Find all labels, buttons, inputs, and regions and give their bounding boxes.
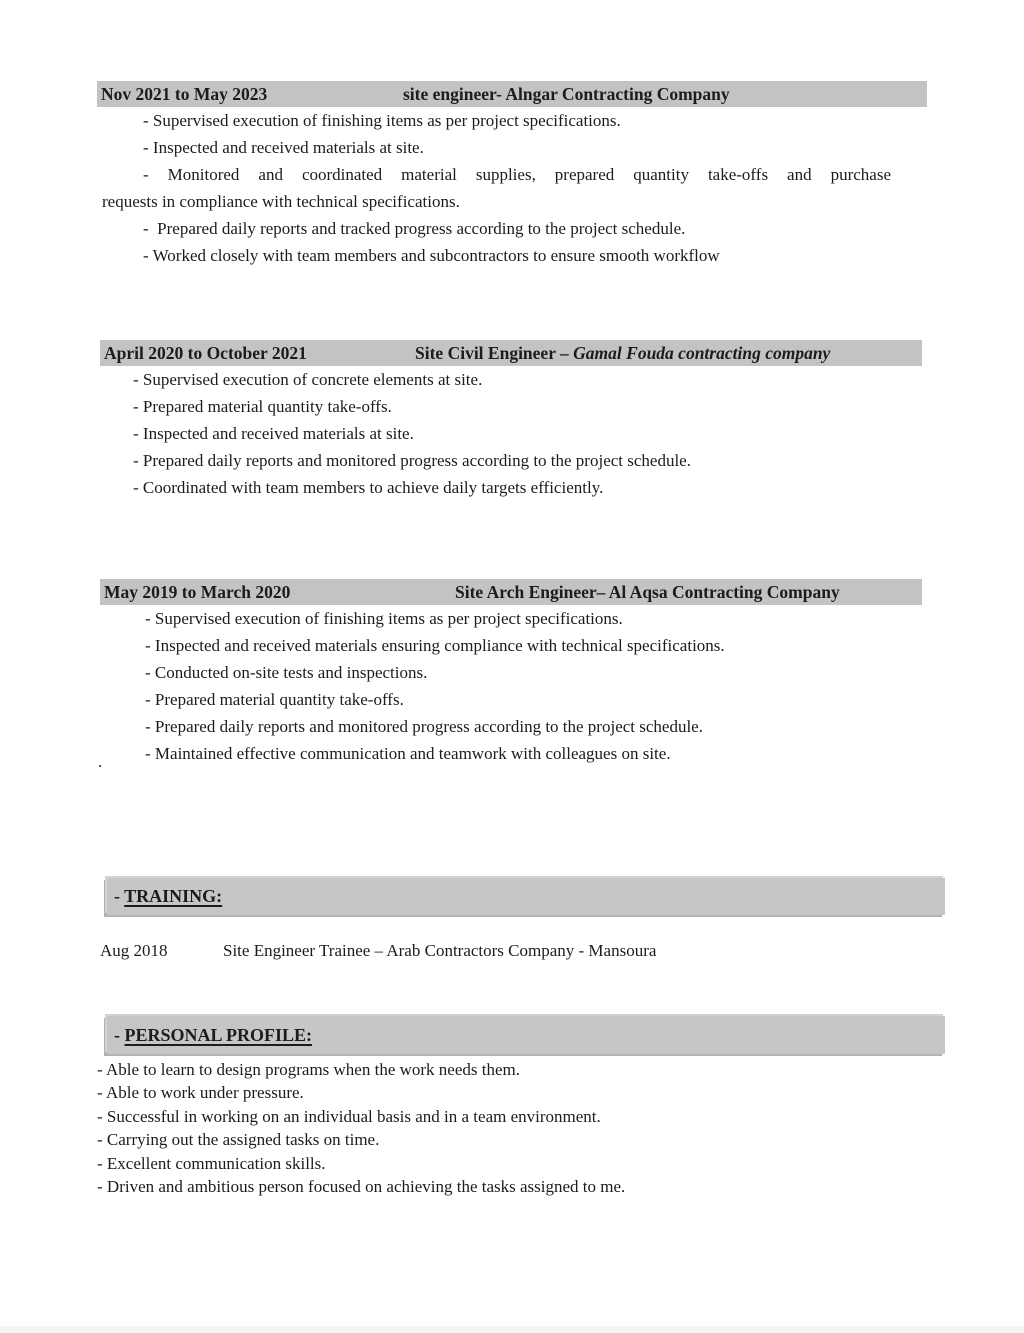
experience-dates: April 2020 to October 2021 <box>104 343 307 363</box>
experience-bullet: - Prepared material quantity take-offs. <box>145 689 404 709</box>
experience-dates: May 2019 to March 2020 <box>104 582 291 602</box>
profile-heading-bar <box>107 1016 945 1054</box>
experience-bullet: - Supervised execution of concrete elements at site. <box>133 370 483 389</box>
training-heading: TRAINING: <box>124 886 223 906</box>
experience-bullet: - Coordinated with team members to achieve daily targets efficiently. <box>133 477 604 497</box>
experience-bullet: - Prepared material quantity take-offs. <box>133 396 392 416</box>
experience-title-role: Site Civil Engineer – <box>415 343 574 363</box>
experience-header-bar <box>100 340 922 366</box>
profile-bullet: - Driven and ambitious person focused on achieving the tasks assigned to me. <box>97 1177 626 1197</box>
experience-bullet: - Monitored and coordinated material supplies, prepared quantity take-offs and purchase <box>143 164 891 184</box>
experience-section-alngar <box>97 81 959 269</box>
experience-bullet-continuation: requests in compliance with technical specifications. <box>102 191 460 211</box>
profile-bullet: - Carrying out the assigned tasks on time. <box>97 1130 380 1150</box>
experience-bullet: - Supervised execution of finishing items as per project specifications. <box>145 609 623 628</box>
experience-bullet: - Inspected and received materials ensuring compliance with technical specifications. <box>145 635 725 655</box>
experience-dates: Nov 2021 to May 2023 <box>101 84 268 104</box>
profile-bullet-list <box>97 1058 977 1198</box>
experience-section-gamal-fouda <box>100 340 962 502</box>
experience-title: site engineer- Alngar Contracting Company <box>403 84 730 104</box>
experience-title-company: Gamal Fouda contracting company <box>573 343 831 363</box>
training-entry-title: Site Engineer Trainee – Arab Contractors Company - Mansoura <box>223 941 657 960</box>
experience-bullet: - Inspected and received materials at site. <box>143 137 424 157</box>
experience-bullet: - Supervised execution of finishing items as per project specifications. <box>143 111 621 130</box>
profile-heading-dash: - <box>114 1025 125 1045</box>
experience-header-bar <box>97 81 927 107</box>
profile-bullet: - Able to learn to design programs when the work needs them. <box>97 1060 521 1079</box>
training-entry-date: Aug 2018 <box>100 941 168 960</box>
experience-bullet: - Maintained effective communication and teamwork with colleagues on site. <box>145 743 671 763</box>
training-heading-bar <box>107 878 945 915</box>
experience-bullet: - Conducted on-site tests and inspections. <box>145 662 428 682</box>
experience-header-bar <box>100 579 922 605</box>
experience-bullet: - Prepared daily reports and monitored progress according to the project schedule. <box>133 450 691 470</box>
profile-heading: PERSONAL PROFILE: <box>124 1025 313 1045</box>
experience-bullet: - Inspected and received materials at site. <box>133 423 414 443</box>
experience-bullet: - Prepared daily reports and monitored progress according to the project schedule. <box>145 716 703 736</box>
experience-bullet: - Worked closely with team members and subcontractors to ensure smooth workflow <box>143 245 720 265</box>
experience-bullet-list <box>100 367 962 502</box>
training-heading-dash: - <box>114 886 125 906</box>
experience-bullet-list <box>97 108 959 269</box>
experience-section-al-aqsa <box>100 579 962 767</box>
stray-period: . <box>98 752 103 771</box>
experience-title: Site Arch Engineer– Al Aqsa Contracting Company <box>455 582 840 602</box>
page-bottom-edge <box>0 1326 1024 1333</box>
training-entry <box>100 941 657 961</box>
experience-bullet: - Prepared daily reports and tracked progress according to the project schedule. <box>143 218 686 238</box>
profile-bullet: - Excellent communication skills. <box>97 1153 326 1173</box>
profile-bullet: - Able to work under pressure. <box>97 1083 304 1103</box>
experience-bullet-list <box>100 606 962 767</box>
experience-title <box>415 340 830 366</box>
profile-bullet: - Successful in working on an individual basis and in a team environment. <box>97 1106 601 1126</box>
